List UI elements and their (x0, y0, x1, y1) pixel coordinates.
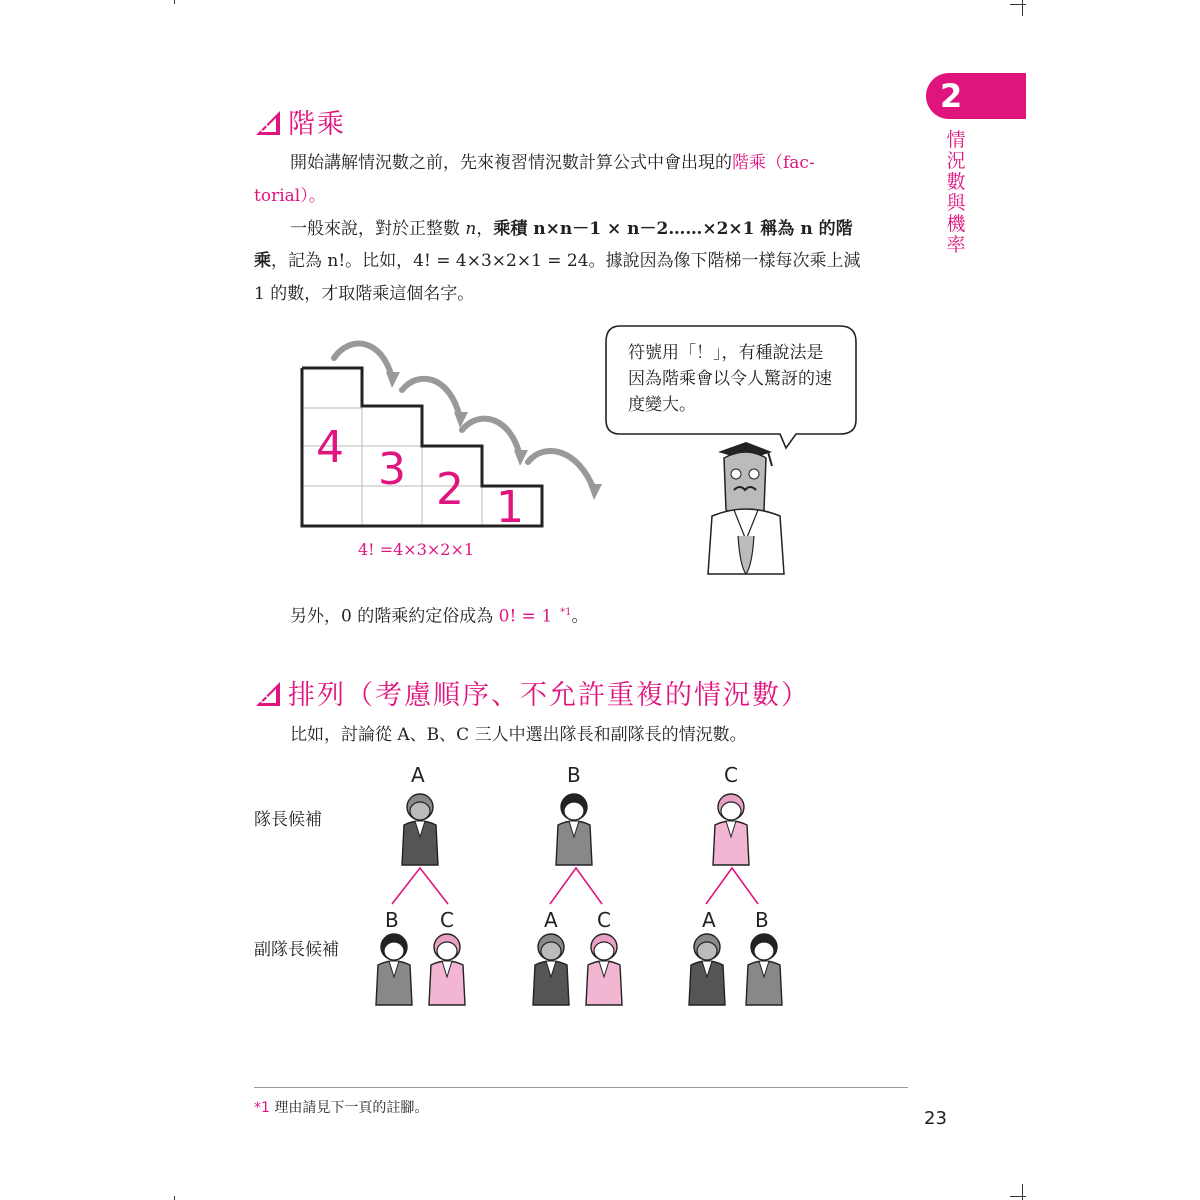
candidate-letter: A (544, 908, 558, 932)
person-b-icon (556, 794, 592, 865)
chapter-title-char: 數 (946, 171, 966, 193)
candidate-letter: C (597, 908, 611, 932)
chapter-number: 2 (940, 77, 963, 115)
stair-number-3: 3 (378, 444, 406, 495)
person-c-icon (713, 794, 749, 865)
bubble-line: 符號用「！」，有種說法是 (628, 343, 824, 363)
text: 另外，0 的階乘約定俗成為 (290, 606, 499, 627)
text: ）。 (300, 186, 326, 206)
chapter-title-char: 情 (946, 129, 966, 151)
text: ， (476, 219, 494, 239)
variable-n: n (465, 219, 477, 239)
text: ，記為 n!。比如，4! = 4×3×2×1 = 24。據說因為像下階梯一樣每次乘上減 (271, 251, 861, 271)
candidate-letter: B (567, 763, 581, 787)
text: 比如，討論從 A、B、C 三人中選出隊長和副隊長的情況數。 (290, 725, 747, 745)
footnote-divider (254, 1087, 908, 1088)
section-title-text: 排列（考慮順序、不允許重複的情況數） (288, 680, 810, 711)
person-c-icon (586, 934, 622, 1005)
person-a-icon (533, 934, 569, 1005)
text: 1 的數，才取階乘這個名字。 (254, 284, 475, 304)
stairs-caption: 4! =4×3×2×1 (358, 540, 475, 559)
formula-zero-factorial: 0! = 1 (498, 606, 553, 627)
candidate-letter: B (385, 908, 399, 932)
text: 。 (571, 606, 589, 627)
candidate-letter: A (702, 908, 716, 932)
candidate-letter: B (755, 908, 769, 932)
bubble-line: 度變大。 (628, 395, 696, 415)
candidate-letter: C (724, 763, 738, 787)
chapter-title-char: 況 (946, 150, 966, 172)
text: 一般來說，對於正整數 (290, 219, 466, 239)
footnote-ref: *1 (560, 607, 572, 618)
person-a-icon (402, 794, 438, 865)
stair-number-1: 1 (496, 482, 524, 530)
bold-definition: 乘積 n×n－1 × n－2……×2×1 稱為 n 的階 (493, 219, 853, 239)
candidate-letter: A (411, 763, 425, 787)
person-a-icon (689, 934, 725, 1005)
page-number: 23 (924, 1108, 947, 1129)
captain-row-label: 隊長候補 (254, 810, 322, 830)
footnote (254, 1097, 428, 1117)
chapter-title-char: 與 (946, 192, 966, 214)
bold-definition: 乘 (254, 251, 271, 271)
person-b-icon (746, 934, 782, 1005)
footnote-mark: *1 (254, 1100, 270, 1116)
person-b-icon (376, 934, 412, 1005)
chapter-title-char: 率 (946, 234, 966, 256)
stair-number-2: 2 (436, 464, 464, 515)
bubble-line: 因為階乘會以令人驚訝的速 (628, 369, 832, 389)
chapter-title-char: 機 (946, 213, 966, 235)
candidate-letter: C (440, 908, 454, 932)
term-factorial: 階乘（fac- (732, 153, 815, 173)
term-factorial-en: torial (254, 186, 301, 206)
footnote-text: 理由請見下一頁的註腳。 (269, 1100, 429, 1116)
stair-number-4: 4 (316, 422, 344, 473)
section-title-text: 階乘 (288, 109, 346, 140)
vice-captain-row-label: 副隊長候補 (254, 940, 339, 960)
person-c-icon (429, 934, 465, 1005)
text: 開始講解情況數之前，先來複習情況數計算公式中會出現的 (290, 153, 732, 173)
